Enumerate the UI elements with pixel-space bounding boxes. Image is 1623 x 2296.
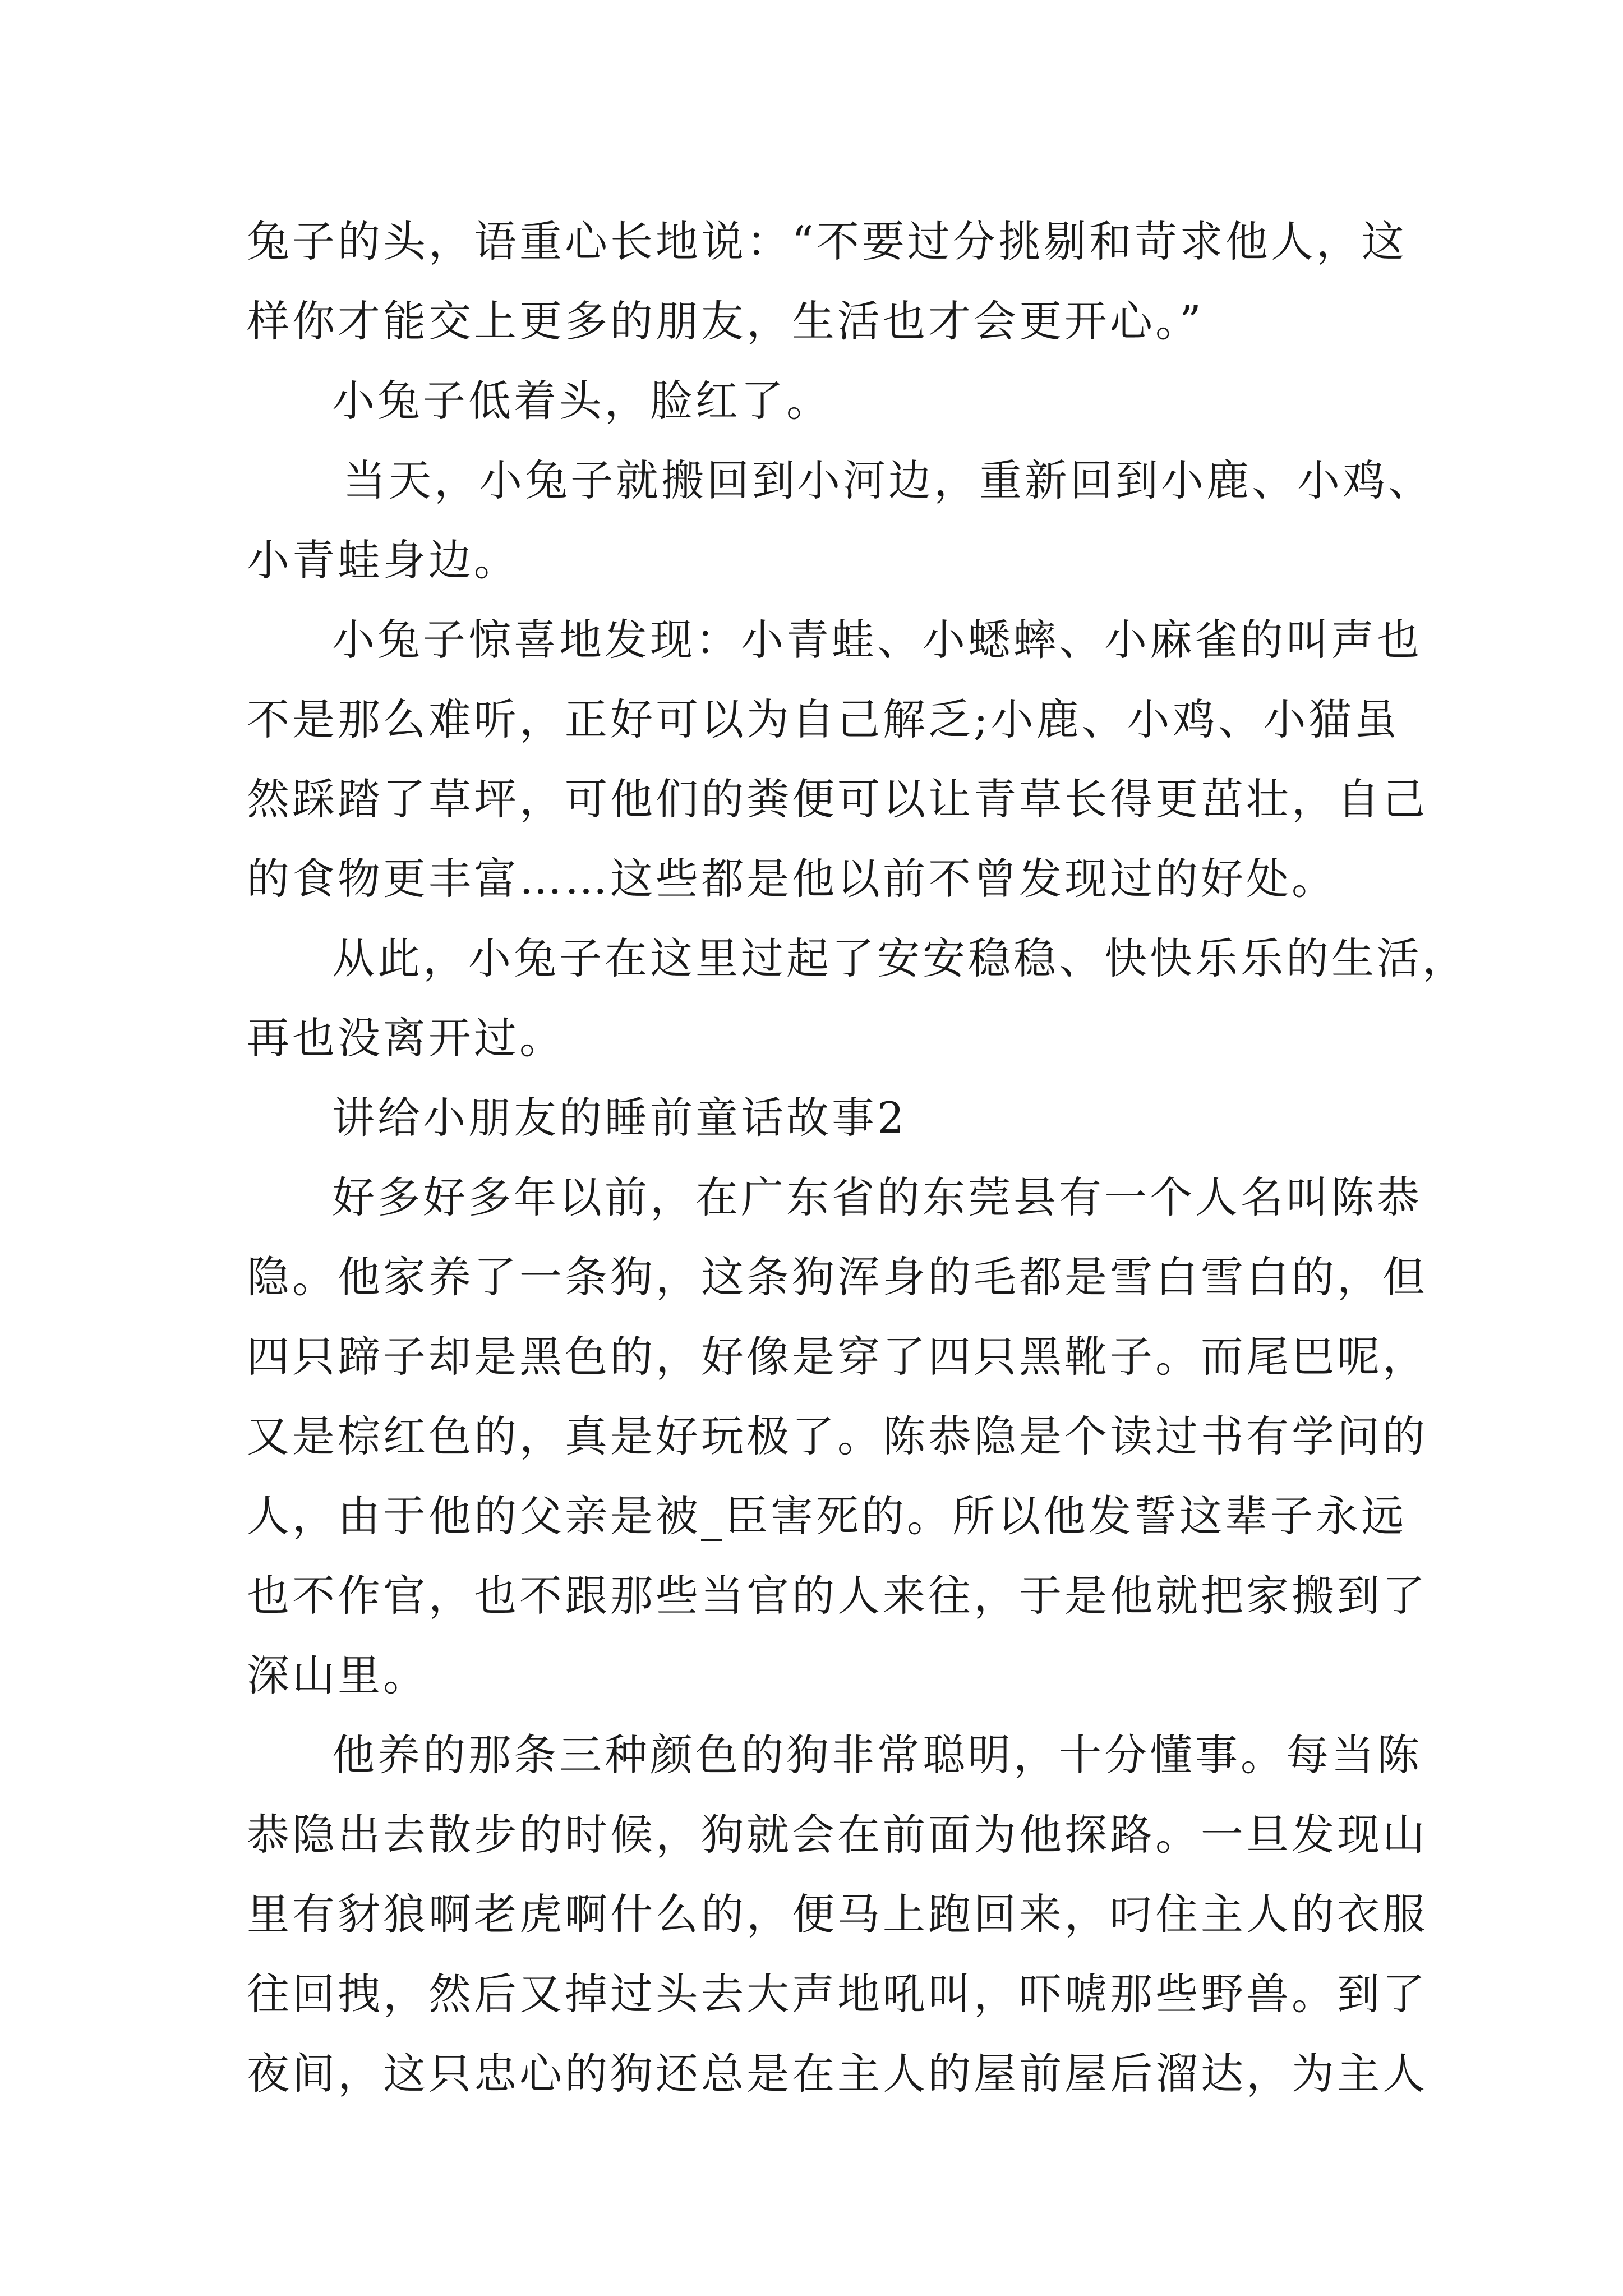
text-line: 隐。他家养了一条狗，这条狗浑身的毛都是雪白雪白的，但 xyxy=(247,1252,1428,1302)
text-line: 四只蹄子却是黑色的，好像是穿了四只黑靴子。而尾巴呢， xyxy=(247,1332,1428,1382)
text-line: 小青蛙身边。 xyxy=(247,535,519,585)
text-line: 小兔子低着头，脸红了。 xyxy=(332,376,832,426)
text-line: 不是那么难听，正好可以为自己解乏;小鹿、小鸡、小猫虽 xyxy=(247,694,1400,744)
text-line: 往回拽，然后又掉过头去大声地吼叫，吓唬那些野兽。到了 xyxy=(247,1969,1428,2019)
text-line: 深山里。 xyxy=(247,1650,428,1700)
text-line: 小兔子惊喜地发现：小青蛙、小蟋蟀、小麻雀的叫声也 xyxy=(332,615,1422,665)
story-text xyxy=(247,202,1468,2114)
text-line: 也不作官，也不跟那些当官的人来往，于是他就把家搬到了 xyxy=(247,1571,1428,1621)
text-line: 又是棕红色的，真是好玩极了。陈恭隐是个读过书有学问的 xyxy=(247,1411,1428,1461)
text-line: 人，由于他的父亲是被_臣害死的。所以他发誓这辈子永远 xyxy=(247,1491,1407,1541)
text-line: 好多好多年以前，在广东省的东莞县有一个人名叫陈恭 xyxy=(332,1172,1422,1222)
text-line: 他养的那条三种颜色的狗非常聪明，十分懂事。每当陈 xyxy=(332,1730,1422,1780)
text-line: 夜间，这只忠心的狗还总是在主人的屋前屋后溜达，为主人 xyxy=(247,2049,1428,2099)
text-line: 样你才能交上更多的朋友，生活也才会更开心。” xyxy=(247,296,1204,346)
section-heading: 讲给小朋友的睡前童话故事2 xyxy=(332,1093,907,1143)
text-line: 当天，小兔子就搬回到小河边，重新回到小鹿、小鸡、 xyxy=(343,455,1433,505)
text-line: 兔子的头，语重心长地说：“不要过分挑剔和苛求他人，这 xyxy=(247,217,1407,266)
text-line: 的食物更丰富……这些都是他以前不曾发现过的好处。 xyxy=(247,854,1337,904)
text-line: 然踩踏了草坪，可他们的粪便可以让青草长得更茁壮，自己 xyxy=(247,774,1428,824)
text-line: 恭隐出去散步的时候，狗就会在前面为他探路。一旦发现山 xyxy=(247,1810,1428,1860)
text-line: 从此，小兔子在这里过起了安安稳稳、快快乐乐的生活， xyxy=(332,933,1468,983)
text-line: 再也没离开过。 xyxy=(247,1013,565,1063)
text-line: 里有豺狼啊老虎啊什么的，便马上跑回来，叼住主人的衣服 xyxy=(247,1889,1428,1939)
